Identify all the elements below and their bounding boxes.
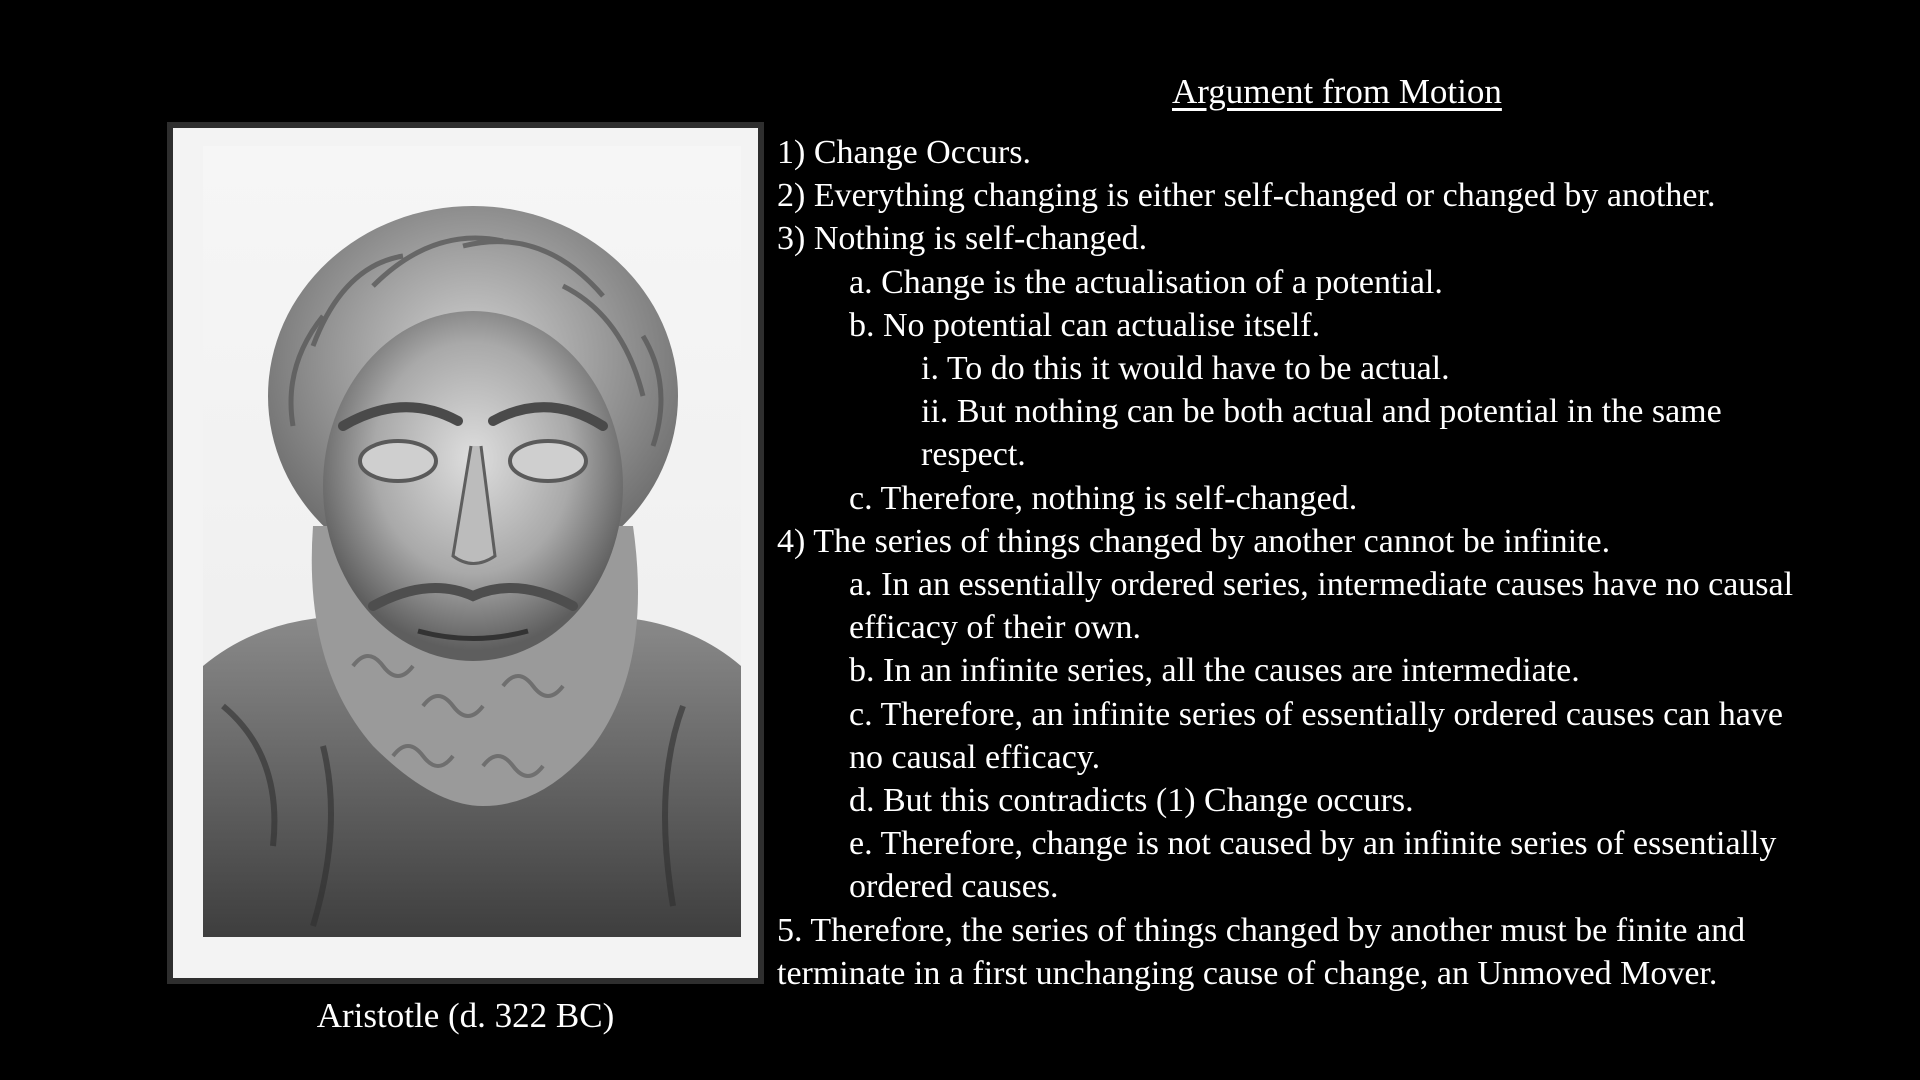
argument-line: b. In an infinite series, all the causes are intermediate. [849, 652, 1580, 690]
argument-line: 5. Therefore, the series of things changed by another must be finite and [777, 911, 1746, 949]
argument-line: ii. But nothing can be both actual and potential in the same [921, 393, 1722, 431]
slide-title: Argument from Motion [1172, 72, 1502, 111]
argument-line: ordered causes. [849, 868, 1059, 906]
argument-line: b. No potential can actualise itself. [849, 306, 1321, 344]
argument-line: no causal efficacy. [849, 738, 1101, 776]
argument-line: respect. [921, 436, 1026, 474]
argument-line: efficacy of their own. [849, 609, 1142, 647]
argument-line: a. In an essentially ordered series, intermediate causes have no causal [849, 566, 1794, 604]
argument-line: d. But this contradicts (1) Change occurs. [849, 782, 1414, 820]
argument-line: terminate in a first unchanging cause of change, an Unmoved Mover. [777, 954, 1718, 992]
argument-line: e. Therefore, change is not caused by an infinite series of essentially [849, 825, 1777, 863]
portrait-frame [167, 122, 764, 984]
argument-line: 3) Nothing is self-changed. [777, 220, 1148, 258]
argument-line: c. Therefore, nothing is self-changed. [849, 479, 1358, 517]
portrait-caption: Aristotle (d. 322 BC) [316, 996, 615, 1035]
aristotle-bust-portrait [203, 146, 741, 937]
argument-line: 1) Change Occurs. [777, 134, 1031, 171]
argument-line: 4) The series of things changed by another cannot be infinite. [777, 522, 1611, 560]
argument-line: 2) Everything changing is either self-changed or changed by another. [777, 177, 1716, 215]
argument-line: c. Therefore, an infinite series of essentially ordered causes can have [849, 695, 1783, 733]
argument-list [777, 131, 1867, 995]
argument-line: i. To do this it would have to be actual. [921, 350, 1450, 388]
argument-line: a. Change is the actualisation of a potential. [849, 263, 1443, 301]
